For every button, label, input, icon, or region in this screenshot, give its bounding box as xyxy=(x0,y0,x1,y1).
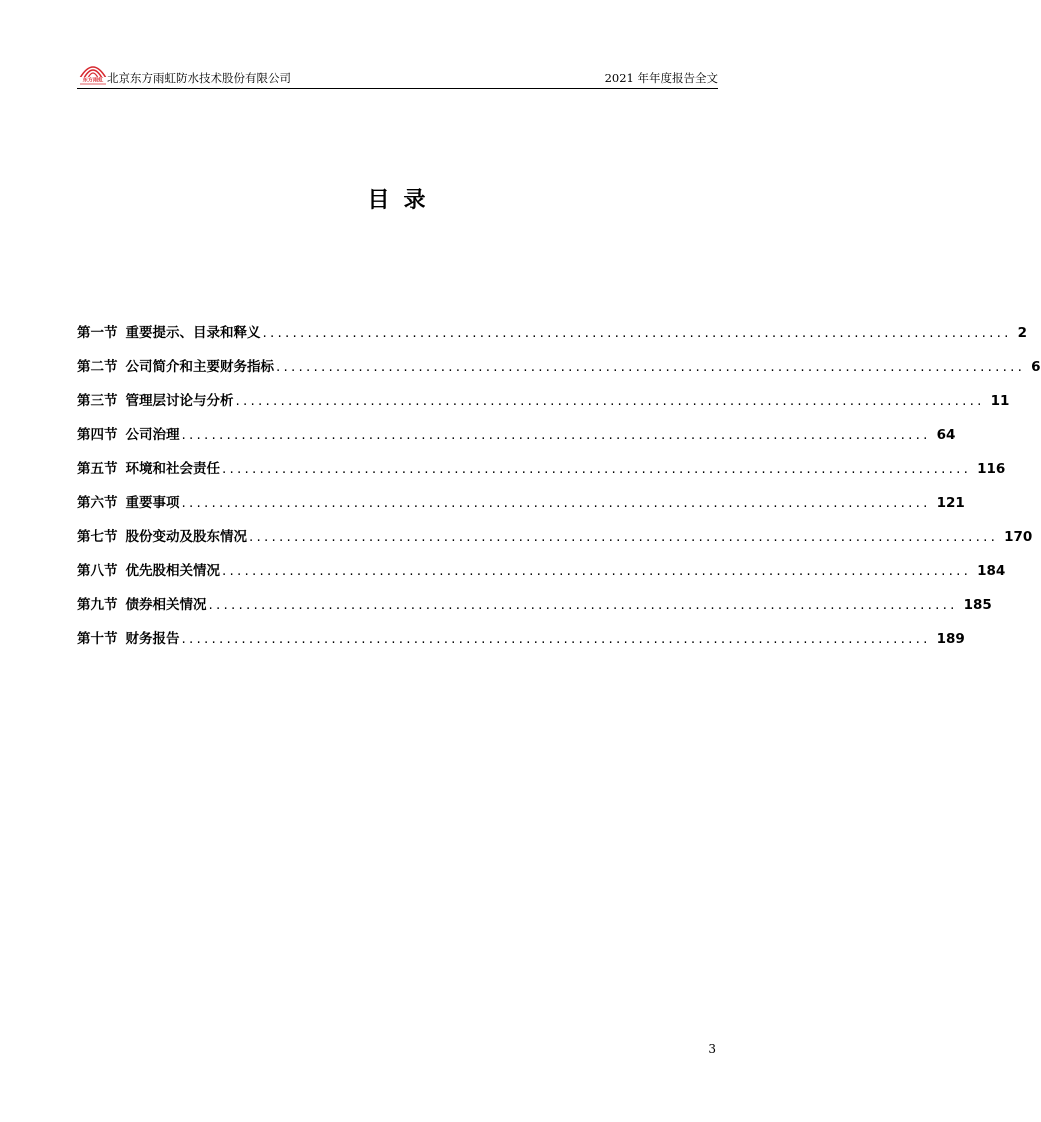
toc-section-title: 公司治理 xyxy=(125,427,180,443)
toc-page-number: 11 xyxy=(990,393,1010,409)
toc-dot-leader: .................................................................................................... xyxy=(222,461,972,477)
toc-entry[interactable] xyxy=(77,424,956,458)
toc-entry[interactable] xyxy=(77,356,1041,390)
toc-entry[interactable] xyxy=(77,492,965,526)
toc-dot-leader: .................................................................................................... xyxy=(262,325,1012,341)
toc-dot-leader: .................................................................................................... xyxy=(222,563,972,579)
toc-entry[interactable] xyxy=(77,594,992,628)
toc-section-title: 股份变动及股东情况 xyxy=(125,529,247,545)
logo-text: 东方雨虹 xyxy=(82,77,104,84)
toc-dot-leader: .................................................................................................... xyxy=(181,631,931,647)
toc-entry[interactable] xyxy=(77,560,1006,594)
toc-page-number: 189 xyxy=(936,631,965,647)
page-header xyxy=(77,56,718,89)
document-title: 2021 年年度报告全文 xyxy=(604,71,718,85)
company-name: 北京东方雨虹防水技术股份有限公司 xyxy=(107,71,291,85)
toc-section-number: 第五节 xyxy=(77,461,118,477)
toc-page-number: 121 xyxy=(936,495,965,511)
toc-section-title: 重要事项 xyxy=(125,495,180,511)
toc-dot-leader: .................................................................................................... xyxy=(181,495,931,511)
table-of-contents xyxy=(77,322,1041,662)
toc-section-number: 第六节 xyxy=(77,495,118,511)
toc-page-number: 6 xyxy=(1031,359,1041,375)
toc-section-number: 第八节 xyxy=(77,563,118,579)
toc-dot-leader: .................................................................................................... xyxy=(208,597,958,613)
toc-page-number: 116 xyxy=(977,461,1006,477)
toc-section-number: 第三节 xyxy=(77,393,118,409)
page-number: 3 xyxy=(708,1042,716,1056)
toc-section-title: 环境和社会责任 xyxy=(125,461,220,477)
toc-section-number: 第四节 xyxy=(77,427,118,443)
toc-section-title: 财务报告 xyxy=(125,631,180,647)
toc-section-number: 第十节 xyxy=(77,631,118,647)
toc-section-title: 管理层讨论与分析 xyxy=(125,393,234,409)
toc-section-number: 第二节 xyxy=(77,359,118,375)
toc-page-number: 170 xyxy=(1004,529,1033,545)
toc-section-title: 公司简介和主要财务指标 xyxy=(125,359,274,375)
toc-entry[interactable] xyxy=(77,628,965,662)
toc-page-number: 2 xyxy=(1017,325,1028,341)
toc-entry[interactable] xyxy=(77,390,1010,424)
toc-section-number: 第七节 xyxy=(77,529,118,545)
company-logo xyxy=(77,56,109,86)
toc-page-number: 184 xyxy=(977,563,1006,579)
toc-section-title: 重要提示、目录和释义 xyxy=(125,325,261,341)
toc-dot-leader: .................................................................................................... xyxy=(181,427,931,443)
toc-section-title: 债券相关情况 xyxy=(125,597,207,613)
toc-entry[interactable] xyxy=(77,322,1028,356)
toc-entry[interactable] xyxy=(77,458,1006,492)
toc-heading: 目录 xyxy=(367,188,440,213)
toc-entry[interactable] xyxy=(77,526,1033,560)
toc-page-number: 185 xyxy=(963,597,992,613)
toc-dot-leader: .................................................................................................... xyxy=(276,359,1026,375)
toc-dot-leader: .................................................................................................... xyxy=(249,529,999,545)
toc-page-number: 64 xyxy=(936,427,956,443)
toc-section-number: 第九节 xyxy=(77,597,118,613)
toc-section-number: 第一节 xyxy=(77,325,118,341)
toc-dot-leader: .................................................................................................... xyxy=(235,393,985,409)
toc-section-title: 优先股相关情况 xyxy=(125,563,220,579)
